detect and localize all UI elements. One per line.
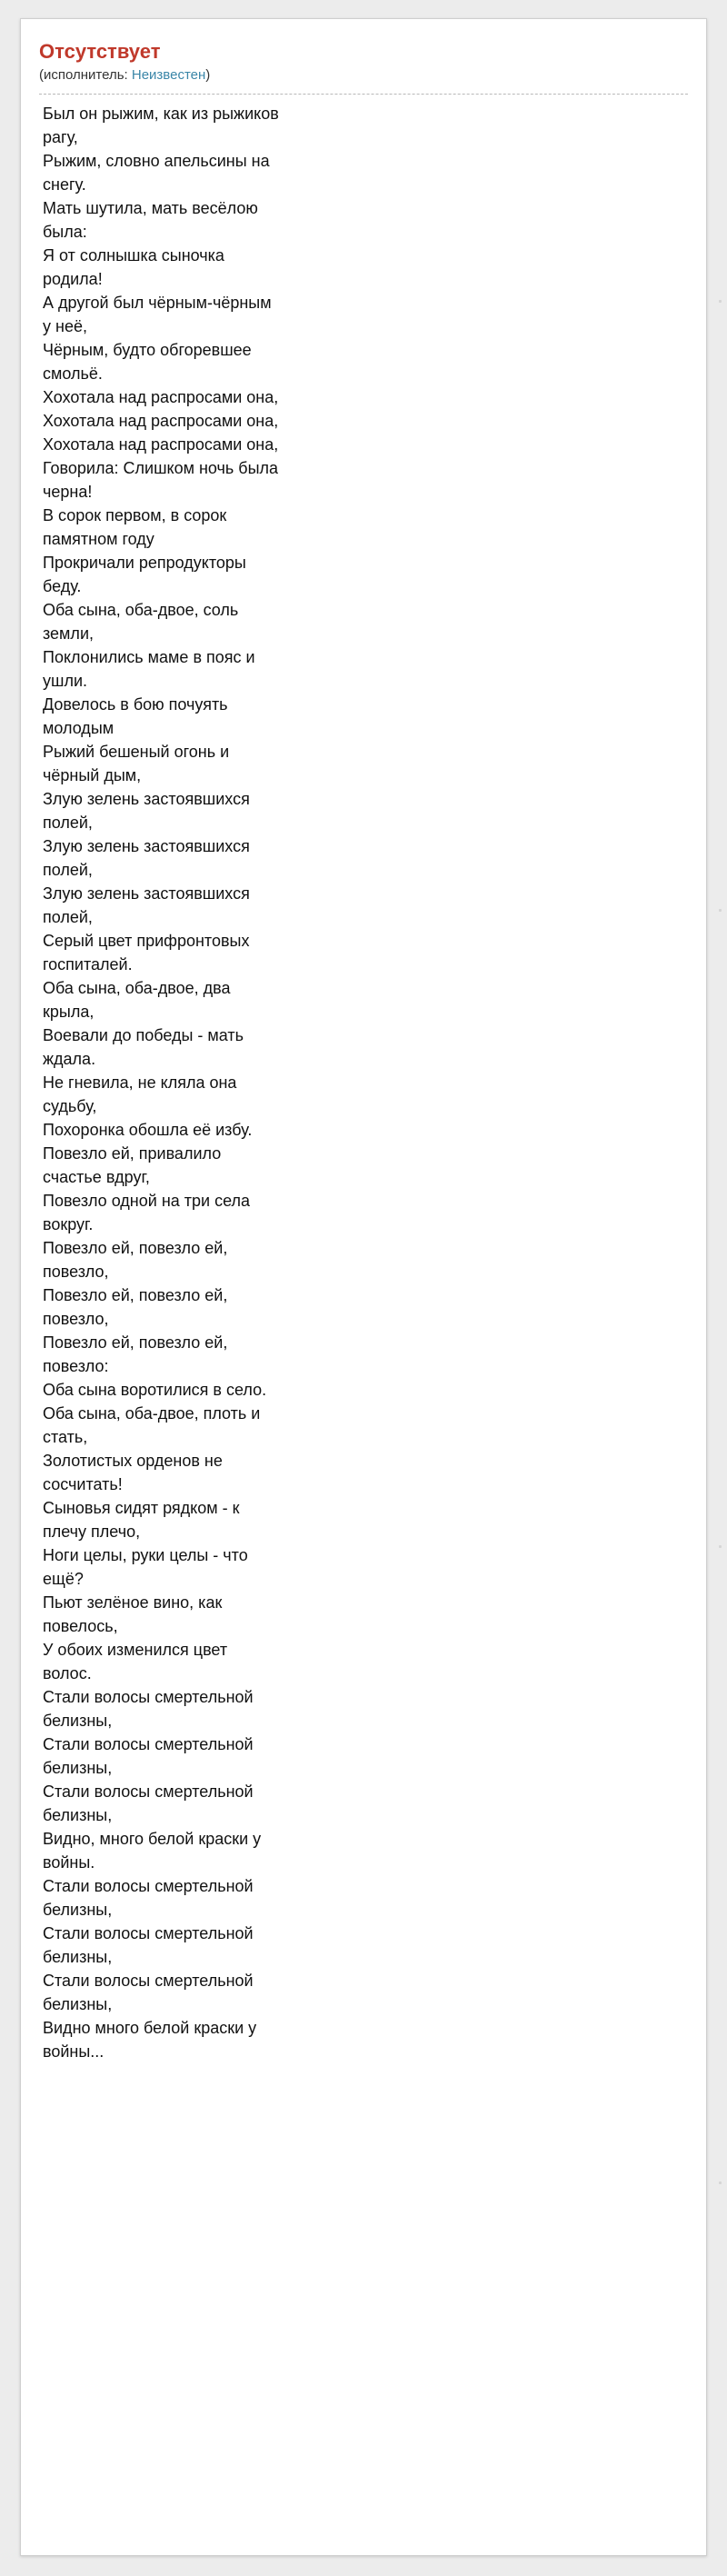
lyrics-card xyxy=(20,18,707,2556)
lyric-line: Повезло одной на три села вокруг. xyxy=(43,1192,255,1233)
lyric-line: Оба сына воротилися в село. xyxy=(43,1381,267,1399)
lyric-line: Рыжий бешеный огонь и чёрный дым, xyxy=(43,743,234,784)
lyric-line: Пьют зелёное вино, как повелось, xyxy=(43,1593,227,1635)
lyric-line: Оба сына, оба-двое, два крыла, xyxy=(43,979,235,1021)
lyric-line: Сыновья сидят рядком - к плечу плечо, xyxy=(43,1499,244,1541)
lyric-line: Стали волосы смертельной белизны, xyxy=(43,1924,258,1966)
lyrics-text xyxy=(21,102,284,2063)
lyric-line: Стали волосы смертельной белизны, xyxy=(43,1735,258,1777)
lyric-line: Я от солнышка сыночка родила! xyxy=(43,246,229,288)
lyric-line: Повезло ей, привалило счастье вдруг, xyxy=(43,1144,226,1186)
lyric-line: Злую зелень застоявшихся полей, xyxy=(43,790,254,832)
performer-line xyxy=(39,66,688,85)
lyric-line: Оба сына, оба-двое, соль земли, xyxy=(43,601,244,643)
edge-decoration xyxy=(719,909,722,912)
lyric-line: Мать шутила, мать весёлою была: xyxy=(43,199,263,241)
performer-suffix: ) xyxy=(205,67,211,83)
lyric-line: Поклонились маме в пояс и ушли. xyxy=(43,648,260,690)
lyric-line: Прокричали репродукторы беду. xyxy=(43,554,251,595)
lyric-line: Чёрным, будто обгоревшее смольё. xyxy=(43,341,256,383)
lyric-line: А другой был чёрным-чёрным у неё, xyxy=(43,294,276,335)
edge-decoration xyxy=(719,1545,722,1548)
lyric-line: Хохотала над распросами она, xyxy=(43,435,279,454)
lyric-line: Оба сына, оба-двое, плоть и стать, xyxy=(43,1404,265,1446)
lyric-line: Не гневила, не кляла она судьбу, xyxy=(43,1073,242,1115)
lyric-line: Видно, много белой краски у войны. xyxy=(43,1830,266,1872)
lyric-line: Воевали до победы - мать ждала. xyxy=(43,1026,249,1068)
lyric-line: Похоронка обошла её избу. xyxy=(43,1121,253,1139)
song-header xyxy=(21,19,706,85)
edge-decoration xyxy=(719,2182,722,2184)
lyric-line: Стали волосы смертельной белизны, xyxy=(43,1782,258,1824)
edge-decoration xyxy=(719,300,722,303)
lyric-line: Повезло ей, повезло ей, повезло, xyxy=(43,1286,233,1328)
lyric-line: В сорок первом, в сорок памятном году xyxy=(43,506,232,548)
lyric-line: Серый цвет прифронтовых госпиталей. xyxy=(43,932,254,973)
performer-link[interactable]: Неизвестен xyxy=(131,67,206,83)
lyric-line: Видно много белой краски у войны... xyxy=(43,2019,262,2061)
lyric-line: Стали волосы смертельной белизны, xyxy=(43,1688,258,1730)
lyric-line: Повезло ей, повезло ей, повезло: xyxy=(43,1333,233,1375)
lyric-line: Повезло ей, повезло ей, повезло, xyxy=(43,1239,233,1281)
lyric-line: Хохотала над распросами она, xyxy=(43,388,279,406)
lyric-line: Говорила: Слишком ночь была черна! xyxy=(43,459,284,501)
lyric-line: У обоих изменился цвет волос. xyxy=(43,1641,233,1682)
performer-prefix: (исполнитель: xyxy=(39,67,132,83)
header-divider xyxy=(39,94,688,95)
lyric-line: Стали волосы смертельной белизны, xyxy=(43,1972,258,2013)
lyric-line: Довелось в бою почуять молодым xyxy=(43,695,233,737)
lyric-line: Стали волосы смертельной белизны, xyxy=(43,1877,258,1919)
lyric-line: Злую зелень застоявшихся полей, xyxy=(43,884,254,926)
lyric-line: Был он рыжим, как из рыжиков рагу, xyxy=(43,105,284,146)
lyric-line: Злую зелень застоявшихся полей, xyxy=(43,837,254,879)
lyric-line: Ноги целы, руки целы - что ещё? xyxy=(43,1546,253,1588)
song-title: Отсутствует xyxy=(39,40,161,63)
lyric-line: Хохотала над распросами она, xyxy=(43,412,279,430)
lyric-line: Золотистых орденов не сосчитать! xyxy=(43,1452,227,1493)
lyric-line: Рыжим, словно апельсины на снегу. xyxy=(43,152,274,194)
